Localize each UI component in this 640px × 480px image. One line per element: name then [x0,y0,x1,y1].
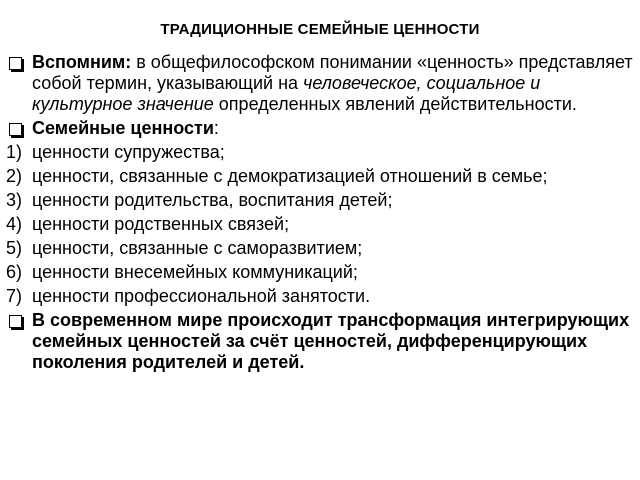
values-label-suffix: : [213,118,219,138]
values-list [6,142,636,307]
list-item-text: ценности, связанные с демократизацией отношений в семье; [32,166,548,186]
list-item-number: 4) [6,214,23,234]
list-item [6,286,636,307]
list-item [6,190,636,211]
recall-label: Вспомним: [32,52,132,72]
list-item [6,238,636,259]
list-item-number: 3) [6,190,23,210]
list-item-text: ценности родственных связей; [32,214,290,234]
recall-italic-text: человеческое, социальное и культурное значение [32,73,541,114]
list-item-number: 2) [6,166,23,186]
checkbox-bullet-icon [9,57,22,70]
conclusion-text: В современном мире происходит трансформация интегрирующих семейных ценностей за счёт ценностей, дифференцирующих поколения родителей и детей. [32,310,630,372]
conclusion-bullet [6,310,636,373]
list-item-number: 1) [6,142,23,162]
list-item-text: ценности супружества; [32,142,225,162]
list-item [6,214,636,235]
recall-bullet [6,52,636,115]
list-item-text: ценности внесемейных коммуникаций; [32,262,358,282]
recall-text-before: в общефилософском понимании «ценность» представляет собой термин, указывающий на [32,52,633,93]
checkbox-bullet-icon [9,315,22,328]
list-item-number: 5) [6,238,23,258]
values-label: Семейные ценности [32,118,214,138]
list-item-text: ценности профессиональной занятости. [32,286,371,306]
list-item [6,142,636,163]
list-item-text: ценности, связанные с саморазвитием; [32,238,363,258]
recall-text-after: определенных явлений действительности. [213,94,577,114]
list-item-number: 7) [6,286,23,306]
checkbox-bullet-icon [9,123,22,136]
slide-content [6,52,636,373]
list-item [6,262,636,283]
slide-title: ТРАДИЦИОННЫЕ СЕМЕЙНЫЕ ЦЕННОСТИ [160,21,480,38]
list-item [6,166,636,187]
list-item-number: 6) [6,262,23,282]
list-item-text: ценности родительства, воспитания детей; [32,190,393,210]
values-bullet [6,118,636,139]
